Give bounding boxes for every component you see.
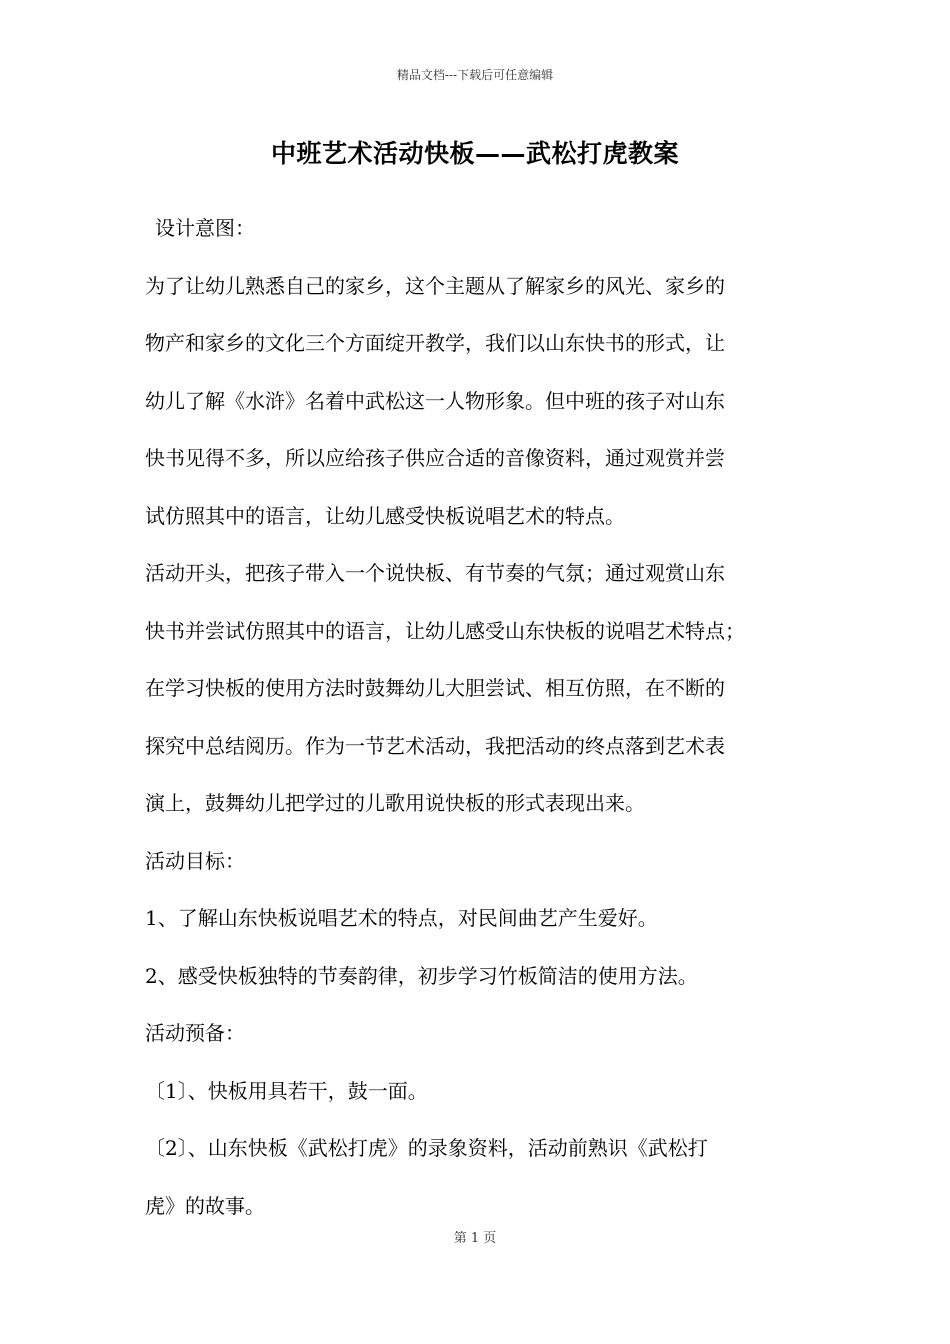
paragraph-line: 快书见得不多，所以应给孩子供应合适的音像资料，通过观赏并尝: [145, 446, 725, 470]
list-item-continuation: 虎》的故事。: [145, 1193, 265, 1218]
paragraph-line: 物产和家乡的文化三个方面绽开教学，我们以山东快书的形式，让: [145, 331, 725, 355]
section-heading-goals: 活动目标：: [145, 848, 245, 873]
paragraph-line: 为了让幼儿熟悉自己的家乡，这个主题从了解家乡的风光、家乡的: [145, 273, 725, 298]
page-header: 精品文档---下载后可任意编辑: [396, 68, 554, 82]
section-heading-design-intent: 设计意图：: [155, 216, 255, 240]
list-item: 〔2〕、山东快板《武松打虎》的录象资料，活动前熟识《武松打: [145, 1136, 708, 1160]
paragraph-line: 活动开头，把孩子带入一个说快板、有节奏的气氛；通过观赏山东: [145, 561, 725, 585]
paragraph-line: 幼儿了解《水浒》名着中武松这一人物形象。但中班的孩子对山东: [145, 388, 725, 413]
paragraph-line: 在学习快板的使用方法时鼓舞幼儿大胆尝试、相互仿照，在不断的: [145, 676, 725, 700]
section-heading-preparation: 活动预备：: [145, 1021, 245, 1045]
list-item: 〔1〕、快板用具若干，鼓一面。: [145, 1078, 428, 1103]
page-number: 第 1 页: [453, 1231, 497, 1246]
paragraph-line: 试仿照其中的语言，让幼儿感受快板说唱艺术的特点。: [145, 503, 625, 528]
document-body: [145, 200, 815, 1235]
list-item: 1、了解山东快板说唱艺术的特点，对民间曲艺产生爱好。: [145, 906, 658, 930]
paragraph-line: 快书并尝试仿照其中的语言，让幼儿感受山东快板的说唱艺术特点；: [145, 618, 745, 643]
paragraph-line: 探究中总结阅历。作为一节艺术活动，我把活动的终点落到艺术表: [145, 733, 725, 758]
document-title: 中班艺术活动快板——武松打虎教案: [270, 139, 679, 168]
list-item: 2、感受快板独特的节奏韵律，初步学习竹板简洁的使用方法。: [145, 963, 698, 988]
paragraph-line: 演上，鼓舞幼儿把学过的儿歌用说快板的形式表现出来。: [145, 791, 645, 815]
